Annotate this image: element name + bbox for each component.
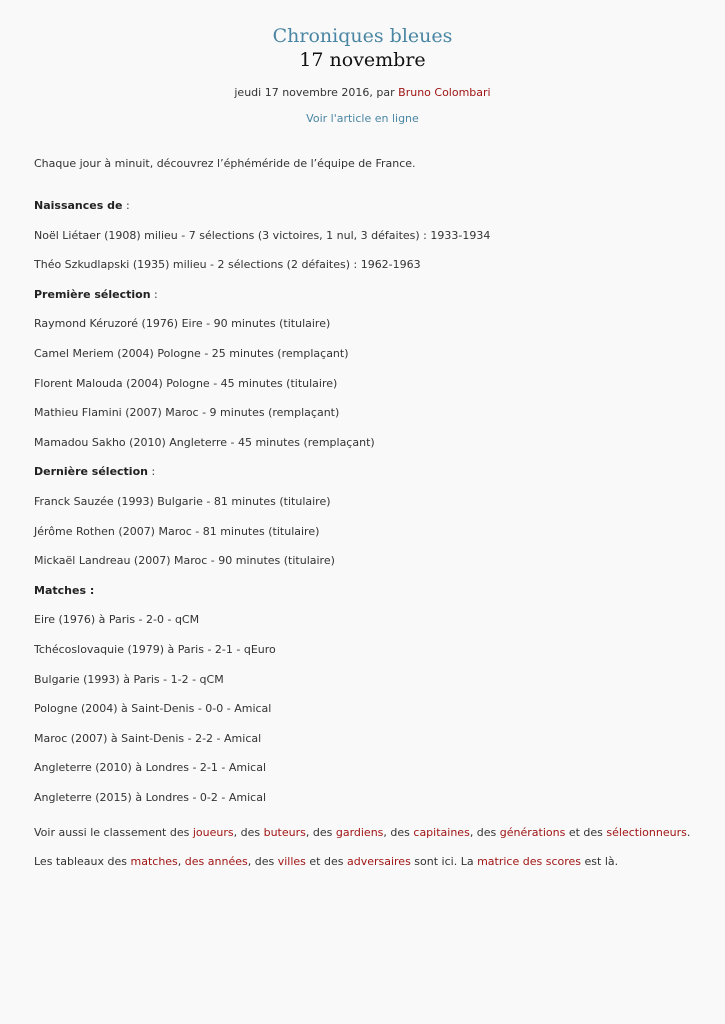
- link-joueurs[interactable]: joueurs: [192, 825, 234, 839]
- list-item: Franck Sauzée (1993) Bulgarie - 81 minutes (titulaire): [34, 494, 331, 508]
- footer-text: Les tableaux des: [34, 855, 131, 869]
- list-item: Tchécoslovaquie (1979) à Paris - 2-1 - qEuro: [34, 642, 276, 656]
- list-item: Mamadou Sakho (2010) Angleterre - 45 minutes (remplaçant): [34, 435, 375, 449]
- link-adversaires[interactable]: adversaires: [346, 855, 411, 869]
- link-generations[interactable]: générations: [499, 825, 566, 839]
- first-caps-heading-suffix: :: [150, 287, 158, 301]
- link-villes[interactable]: villes: [277, 855, 306, 869]
- footer-text: Voir aussi le classement des: [34, 825, 193, 839]
- matches-heading-label: Matches :: [34, 583, 95, 597]
- last-caps-heading-label: Dernière sélection: [34, 465, 148, 479]
- link-matrice-scores[interactable]: matrice des scores: [477, 855, 582, 869]
- see-also-tables: [34, 855, 694, 869]
- last-caps-heading: [34, 465, 694, 479]
- first-caps-heading: [34, 288, 694, 302]
- list-item: Jérôme Rothen (2007) Maroc - 81 minutes (titulaire): [34, 524, 320, 538]
- site-name: Chroniques bleues: [272, 25, 453, 47]
- footer-text: et des: [565, 825, 607, 839]
- article-title: 17 novembre: [299, 49, 426, 71]
- view-online: [0, 112, 725, 126]
- byline: [0, 86, 725, 100]
- link-selectionneurs[interactable]: sélectionneurs: [606, 825, 687, 839]
- list-item: Camel Meriem (2004) Pologne - 25 minutes (remplaçant): [34, 346, 349, 360]
- footer-text: .: [686, 825, 691, 839]
- list-item: Eire (1976) à Paris - 2-0 - qCM: [34, 613, 200, 627]
- footer-text: ,: [177, 855, 185, 869]
- list-item: Raymond Kéruzoré (1976) Eire - 90 minutes (titulaire): [34, 317, 331, 331]
- first-caps-heading-label: Première sélection: [34, 287, 151, 301]
- author-link[interactable]: Bruno Colombari: [398, 86, 491, 99]
- list-item: Angleterre (2015) à Londres - 0-2 - Amical: [34, 790, 266, 804]
- intro-text: Chaque jour à minuit, découvrez l’éphéméride de l’équipe de France.: [34, 157, 416, 170]
- article-body: [34, 157, 694, 885]
- footer-text: , des: [383, 825, 414, 839]
- footer-text: sont ici. La: [410, 855, 478, 869]
- link-gardiens[interactable]: gardiens: [335, 825, 384, 839]
- footer-text: et des: [305, 855, 347, 869]
- see-also-rankings: [34, 826, 694, 840]
- list-item: Noël Liétaer (1908) milieu - 7 sélections (3 victoires, 1 nul, 3 défaites) : 1933-1934: [34, 228, 491, 242]
- footer-text: , des: [305, 825, 336, 839]
- footer-text: , des: [247, 855, 278, 869]
- footer-text: , des: [233, 825, 264, 839]
- list-item: Florent Malouda (2004) Pologne - 45 minutes (titulaire): [34, 376, 338, 390]
- link-annees[interactable]: des années: [184, 855, 248, 869]
- births-heading-suffix: :: [122, 199, 130, 212]
- byline-date: jeudi 17 novembre 2016, par: [234, 86, 399, 99]
- list-item: Pologne (2004) à Saint-Denis - 0-0 - Amical: [34, 702, 272, 716]
- matches-heading: [34, 584, 694, 598]
- list-item: Mickaël Landreau (2007) Maroc - 90 minutes (titulaire): [34, 554, 335, 568]
- link-buteurs[interactable]: buteurs: [263, 825, 306, 839]
- list-item: Théo Szkudlapski (1935) milieu - 2 sélections (2 défaites) : 1962-1963: [34, 258, 421, 272]
- last-caps-heading-suffix: :: [147, 465, 156, 479]
- view-online-link[interactable]: Voir l'article en ligne: [306, 112, 419, 125]
- link-capitaines[interactable]: capitaines: [413, 825, 470, 839]
- list-item: Angleterre (2010) à Londres - 2-1 - Amical: [34, 761, 266, 775]
- list-item: Maroc (2007) à Saint-Denis - 2-2 - Amical: [34, 731, 262, 745]
- footer-text: , des: [469, 825, 500, 839]
- article-header: [0, 0, 725, 126]
- link-matches[interactable]: matches: [130, 855, 178, 869]
- births-heading-label: Naissances de: [34, 199, 123, 212]
- list-item: Bulgarie (1993) à Paris - 1-2 - qCM: [34, 672, 224, 686]
- births-heading: [34, 199, 694, 213]
- footer-text: est là.: [581, 855, 619, 869]
- list-item: Mathieu Flamini (2007) Maroc - 9 minutes (remplaçant): [34, 406, 340, 420]
